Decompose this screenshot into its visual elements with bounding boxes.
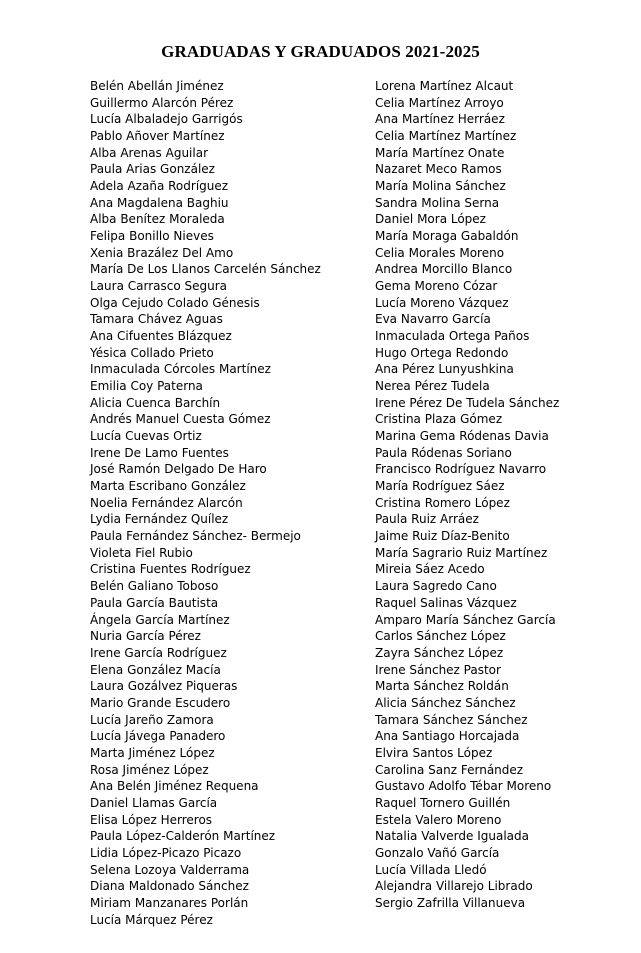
graduate-name: Paula Ródenas Soriano <box>375 445 512 460</box>
graduate-name: Daniel Llamas García <box>90 795 218 810</box>
graduate-name: Lorena Martínez Alcaut <box>375 79 514 93</box>
graduate-name: María Moraga Gabaldón <box>375 229 519 244</box>
graduate-name: Paula García Bautista <box>90 595 219 610</box>
graduate-name: Ana Pérez Lunyushkina <box>375 362 514 377</box>
graduate-name: Lucía Albaladejo Garrigós <box>90 112 243 127</box>
graduate-name: Belén Galiano Toboso <box>90 579 219 594</box>
names-column-right <box>375 78 559 912</box>
graduate-name: Marina Gema Ródenas Davia <box>375 429 549 444</box>
graduate-name: Estela Valero Moreno <box>375 812 502 827</box>
graduate-name: Paula Fernández Sánchez- Bermejo <box>90 529 301 544</box>
graduate-name: Natalia Valverde Igualada <box>375 829 529 844</box>
graduate-name: Celia Morales Moreno <box>375 245 505 260</box>
graduate-name: Lucía Jávega Panadero <box>90 729 226 744</box>
graduate-name: Cristina Romero López <box>375 495 510 510</box>
graduate-name: Carolina Sanz Fernández <box>375 762 524 777</box>
graduate-name: Diana Maldonado Sánchez <box>90 879 249 894</box>
graduate-name: Mario Grande Escudero <box>90 695 231 710</box>
graduate-name: María De Los Llanos Carcelén Sánchez <box>90 262 321 277</box>
graduate-name: Nerea Pérez Tudela <box>375 379 490 394</box>
graduate-name: Olga Cejudo Colado Génesis <box>90 295 260 310</box>
graduate-name: Laura Gozálvez Piqueras <box>90 679 238 694</box>
graduate-name: Lucía Cuevas Ortiz <box>90 429 202 444</box>
graduate-name: Yésica Collado Prieto <box>90 345 214 360</box>
graduate-name: Sandra Molina Serna <box>375 195 500 210</box>
graduate-name: Nazaret Meco Ramos <box>375 162 502 177</box>
graduate-name: Ana Martínez Herráez <box>375 112 505 127</box>
graduate-name: Lucía Moreno Vázquez <box>375 295 509 310</box>
graduate-name: Irene De Lamo Fuentes <box>90 445 229 460</box>
graduate-name: Marta Escribano González <box>90 479 246 494</box>
graduate-name: Zayra Sánchez López <box>375 645 504 660</box>
graduate-name: Ángela García Martínez <box>90 612 230 627</box>
graduate-name: Adela Azaña Rodríguez <box>90 179 229 194</box>
graduate-name: Xenia Brazález Del Amo <box>90 245 234 260</box>
graduate-name: María Sagrario Ruiz Martínez <box>375 545 548 560</box>
graduate-name: Irene García Rodríguez <box>90 645 227 660</box>
graduate-name: Ana Santiago Horcajada <box>375 729 520 744</box>
graduate-name: Sergio Zafrilla Villanueva <box>375 895 526 910</box>
graduate-name: Francisco Rodríguez Navarro <box>375 462 547 477</box>
graduate-name: Noelia Fernández Alarcón <box>90 495 243 510</box>
graduate-name: Ana Belén Jiménez Requena <box>90 779 259 794</box>
graduate-name: Laura Carrasco Segura <box>90 279 228 294</box>
graduate-name: José Ramón Delgado De Haro <box>90 462 267 477</box>
graduate-name: María Molina Sánchez <box>375 179 506 194</box>
graduate-name: Carlos Sánchez López <box>375 629 506 644</box>
graduate-name: Gonzalo Vañó García <box>375 845 500 860</box>
graduate-name: Celia Martínez Arroyo <box>375 95 504 110</box>
graduate-name: Rosa Jiménez López <box>90 762 209 777</box>
graduate-name: Miriam Manzanares Porlán <box>90 895 249 910</box>
graduate-name: Elvira Santos López <box>375 745 493 760</box>
graduate-name: Gustavo Adolfo Tébar Moreno <box>375 779 552 794</box>
graduate-name: Irene Sánchez Pastor <box>375 662 501 677</box>
graduate-name: María Rodríguez Sáez <box>375 479 505 494</box>
graduate-name: Laura Sagredo Cano <box>375 579 497 594</box>
graduate-name: Eva Navarro García <box>375 312 491 327</box>
graduate-name: Guillermo Alarcón Pérez <box>90 95 234 110</box>
graduate-name: Elena González Macía <box>90 662 221 677</box>
graduate-name: Ana Magdalena Baghiu <box>90 195 229 210</box>
graduate-name: Tamara Sánchez Sánchez <box>375 712 528 727</box>
graduate-name: Emilia Coy Paterna <box>90 379 203 394</box>
graduate-name: Andrés Manuel Cuesta Gómez <box>90 412 271 427</box>
graduate-name: Ana Cifuentes Blázquez <box>90 329 232 344</box>
graduate-name: Lucía Jareño Zamora <box>90 712 214 727</box>
graduate-name: Alejandra Villarejo Librado <box>375 879 533 894</box>
graduate-name: Amparo María Sánchez García <box>375 612 556 627</box>
graduate-name: Irene Pérez De Tudela Sánchez <box>375 395 560 410</box>
page-title: GRADUADAS Y GRADUADOS 2021-2025 <box>161 42 480 61</box>
graduate-name: Cristina Plaza Gómez <box>375 412 503 427</box>
graduate-name: Paula Arias González <box>90 162 215 177</box>
graduate-name: Celia Martínez Martínez <box>375 129 517 144</box>
graduate-name: Lucía Villada Lledó <box>375 862 487 877</box>
graduate-name: Raquel Salinas Vázquez <box>375 595 517 610</box>
graduate-name: Marta Sánchez Roldán <box>375 679 509 694</box>
graduate-name: Tamara Chávez Aguas <box>90 312 223 327</box>
graduate-name: Daniel Mora López <box>375 212 486 227</box>
graduate-name: Alba Benítez Moraleda <box>90 212 225 227</box>
graduate-name: Selena Lozoya Valderrama <box>90 862 250 877</box>
graduate-name: Paula Ruiz Arráez <box>375 512 479 527</box>
graduate-name: Violeta Fiel Rubio <box>90 545 193 560</box>
names-column-left <box>90 78 321 928</box>
graduate-name: Pablo Añover Martínez <box>90 129 225 144</box>
graduate-name: Gema Moreno Cózar <box>375 279 498 294</box>
graduate-name: Raquel Tornero Guillén <box>375 795 511 810</box>
graduate-name: Nuria García Pérez <box>90 629 201 644</box>
graduate-name: Hugo Ortega Redondo <box>375 345 509 360</box>
graduate-name: María Martínez Onate <box>375 145 505 160</box>
graduate-name: Elisa López Herreros <box>90 812 213 827</box>
graduate-name: Alicia Cuenca Barchín <box>90 395 221 410</box>
graduate-name: Inmaculada Ortega Paños <box>375 329 530 344</box>
graduate-name: Lucía Márquez Pérez <box>90 912 213 927</box>
graduate-name: Alba Arenas Aguilar <box>90 145 209 160</box>
graduate-name: Andrea Morcillo Blanco <box>375 262 513 277</box>
graduate-name: Lydia Fernández Quílez <box>90 512 229 527</box>
graduate-name: Mireia Sáez Acedo <box>375 562 485 577</box>
graduate-name: Inmaculada Córcoles Martínez <box>90 362 271 377</box>
graduate-name: Jaime Ruiz Díaz-Benito <box>375 529 510 544</box>
graduate-name: Marta Jiménez López <box>90 745 215 760</box>
graduate-name: Paula López-Calderón Martínez <box>90 829 276 844</box>
graduate-name: Belén Abellán Jiménez <box>90 79 224 93</box>
graduate-name: Alicia Sánchez Sánchez <box>375 695 516 710</box>
graduate-name: Cristina Fuentes Rodríguez <box>90 562 251 577</box>
graduate-name: Felipa Bonillo Nieves <box>90 229 214 244</box>
graduate-name: Lidia López-Picazo Picazo <box>90 845 242 860</box>
